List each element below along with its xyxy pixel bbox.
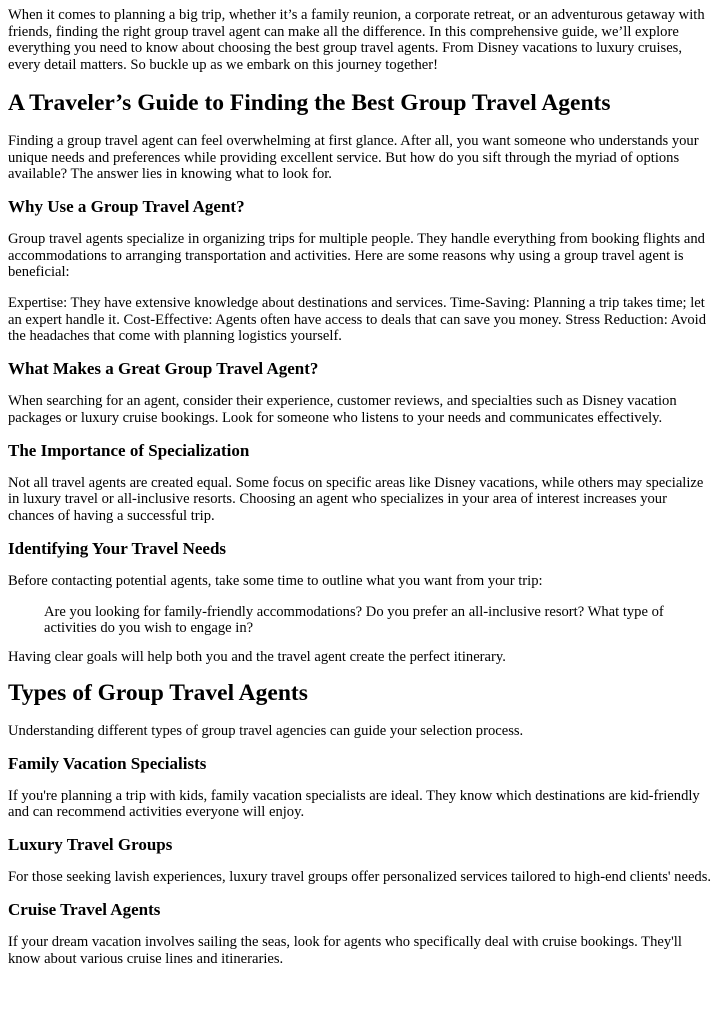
great-agent-heading: What Makes a Great Group Travel Agent? — [8, 359, 319, 378]
family-heading: Family Vacation Specialists — [8, 753, 207, 773]
travel-needs-heading: Identifying Your Travel Needs — [8, 538, 227, 558]
travel-needs-questions: Are you looking for family-friendly accommodations? Do you prefer an all-inclusive resort? What type of activities do you wish to engage in? — [44, 603, 664, 636]
why-heading: Why Use a Group Travel Agent? — [8, 197, 245, 216]
family-paragraph: If you're planning a trip with kids, family vacation specialists are ideal. They know which destinations are kid-friendly and can recommend activities everyone will enjoy. — [8, 787, 700, 820]
guide-title: A Traveler’s Guide to Finding the Best Group Travel Agents — [8, 90, 611, 116]
why-paragraph: Group travel agents specialize in organizing trips for multiple people. They handle everything from booking flights and accommodations to arranging transportation and activities. Here are some reasons why using a group travel agent is beneficial: — [8, 231, 705, 280]
cruise-heading: Cruise Travel Agents — [8, 900, 161, 919]
guide-intro-paragraph: Finding a group travel agent can feel overwhelming at first glance. After all, you want someone who understands your unique needs and preferences while providing excellent service. But how do you sift through the myriad of options available? The answer lies in knowing what to look for. — [8, 133, 699, 182]
travel-needs-paragraph: Before contacting potential agents, take some time to outline what you want from your trip: — [8, 572, 543, 589]
article — [0, 7, 720, 967]
specialization-paragraph: Not all travel agents are created equal. Some focus on specific areas like Disney vacations, while others may specialize in luxury travel or all-inclusive resorts. Choosing an agent who specializes in your area of interest increases your chances of having a successful trip. — [8, 474, 704, 524]
benefits-paragraph: Expertise: They have extensive knowledge about destinations and services. Time-Saving: Planning a trip takes time; let an expert handle it. Cost-Effective: Agents often have access to deals that can save you money. Stress Reduction: Avoid the headaches that come with planning logistics yourself. — [8, 295, 707, 344]
intro-paragraph: When it comes to planning a big trip, whether it’s a family reunion, a corporate retreat, or an adventurous getaway with friends, finding the right group travel agent can make all the difference. In this comprehensive guide, we’ll explore everything you need to know about choosing the best group travel agents. From Disney vacations to luxury cruises, every detail matters. So buckle up as we embark on this journey together! — [8, 7, 705, 73]
types-title: Types of Group Travel Agents — [8, 679, 308, 706]
cruise-paragraph: If your dream vacation involves sailing the seas, look for agents who specifically deal with cruise bookings. They'll know about various cruise lines and itineraries. — [8, 934, 682, 967]
luxury-paragraph: For those seeking lavish experiences, luxury travel groups offer personalized services tailored to high-end clients' needs. — [8, 869, 712, 885]
luxury-heading: Luxury Travel Groups — [8, 835, 173, 854]
specialization-heading: The Importance of Specialization — [8, 440, 250, 460]
clear-goals-paragraph: Having clear goals will help both you and the travel agent create the perfect itinerary. — [8, 648, 506, 665]
great-agent-paragraph: When searching for an agent, consider their experience, customer reviews, and specialties such as Disney vacation packages or luxury cruise bookings. Look for someone who listens to your needs and communicates effectively. — [8, 393, 677, 426]
types-intro-paragraph: Understanding different types of group travel agencies can guide your selection process. — [8, 722, 524, 739]
